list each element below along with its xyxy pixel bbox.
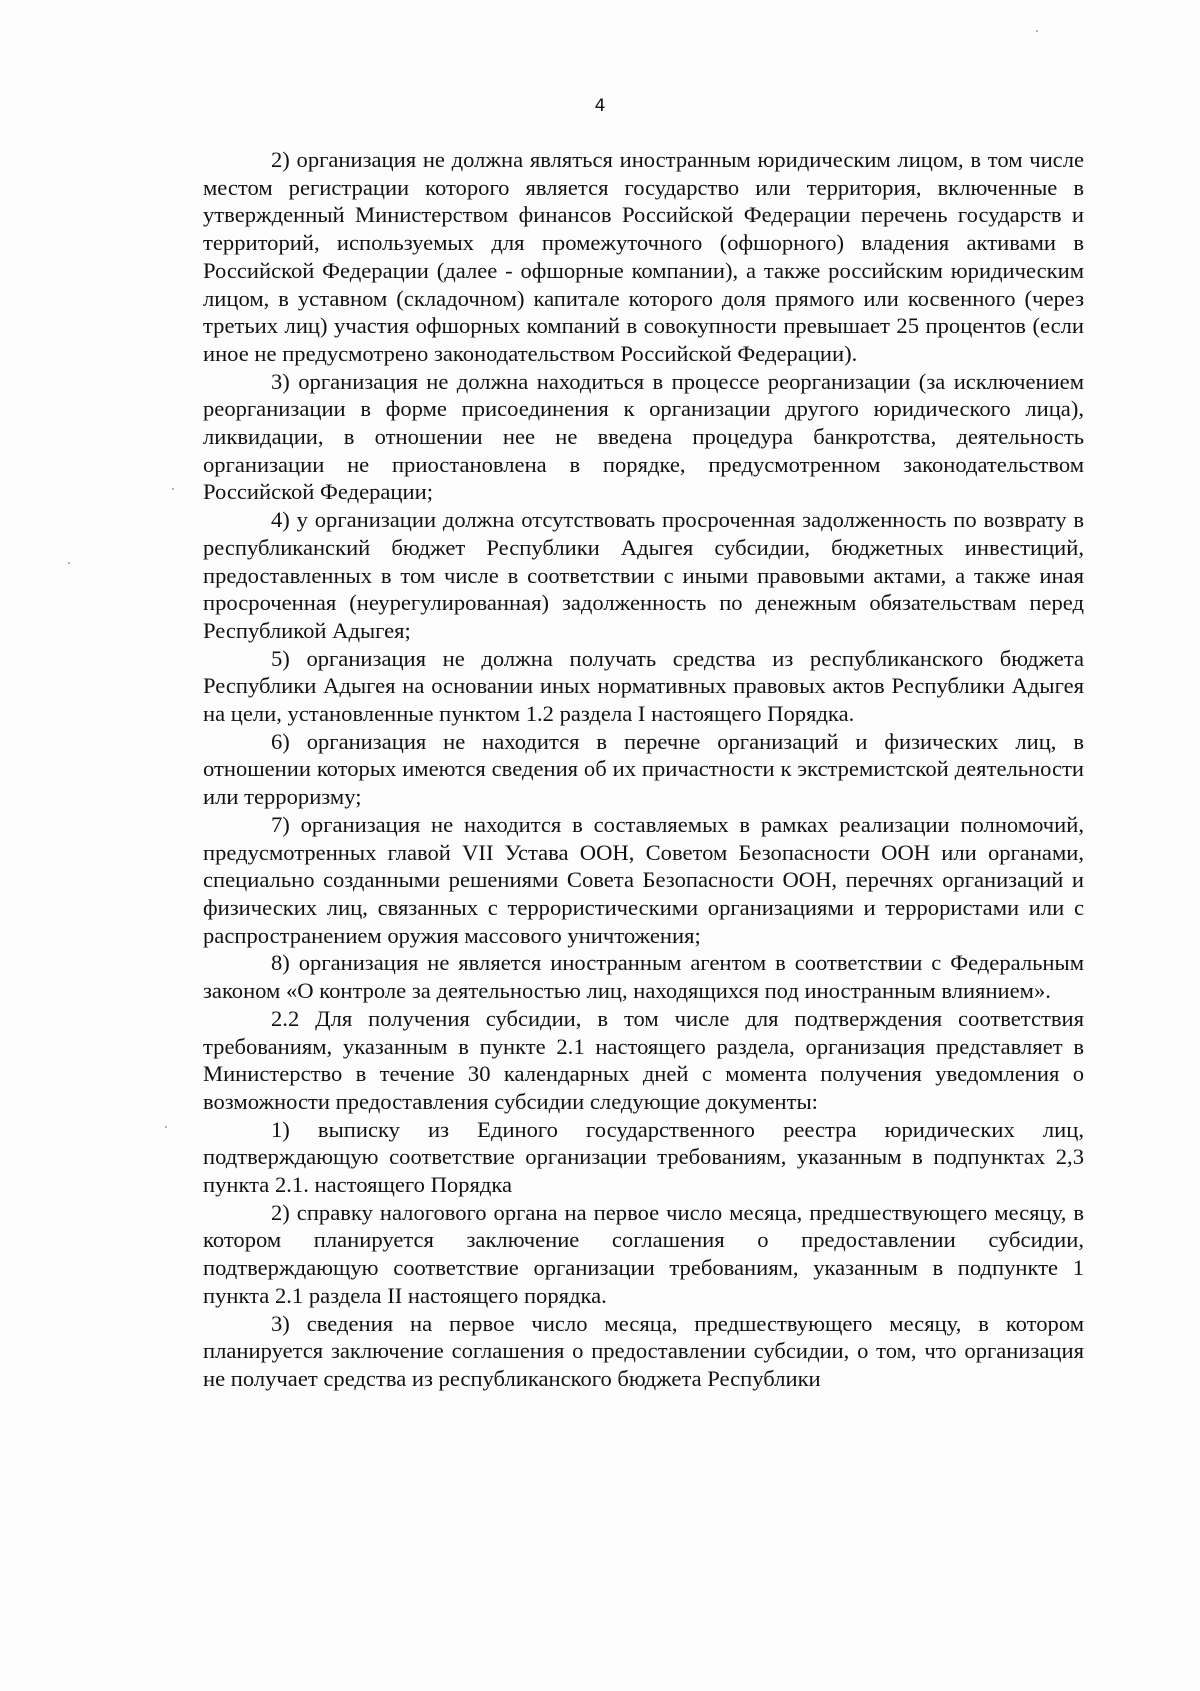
paragraph-2-2-item-1: 1) выписку из Единого государственного реестра юридических лиц, подтверждающую соответствие организации требованиям, указанным в подпунктах 2,3 пункта 2.1. настоящего Порядка: [203, 1116, 1084, 1198]
page-number: 4: [594, 96, 606, 116]
scan-speck: [1036, 30, 1038, 32]
paragraph-2-2-item-2: 2) справку налогового органа на первое число месяца, предшествующего месяцу, в котором планируется заключение соглашения о предоставлении субсидии, подтверждающую соответствие организации требованиям, указанным в подпункте 1 пункта 2.1 раздела II настоящего порядка.: [203, 1199, 1084, 1308]
paragraph-2-1-item-8: 8) организация не является иностранным агентом в соответствии с Федеральным законом «О контроле за деятельностью лиц, находящихся под иностранным влиянием».: [203, 950, 1084, 1004]
paragraph-2-1-item-5: 5) организация не должна получать средства из республиканского бюджета Республики Адыгея на основании иных нормативных правовых актов Республики Адыгея на цели, установленные пунктом 1.2 раздела I настоящего Порядка.: [203, 645, 1084, 727]
paragraph-2-1-item-6: 6) организация не находится в перечне организаций и физических лиц, в отношении которых имеются сведения об их причастности к экстремистской деятельности или терроризму;: [203, 728, 1084, 810]
scan-speck: [172, 488, 174, 490]
paragraph-2-1-item-7: 7) организация не находится в составляемых в рамках реализации полномочий, предусмотренных главой VII Устава ООН, Советом Безопасности ООН или органами, специально созданными решениями Совета Безопасности ООН, перечнях организаций и физических лиц, связанных с террористическими организациями и террористами или с распространением оружия массового уничтожения;: [203, 811, 1084, 948]
paragraph-2-1-item-4: 4) у организации должна отсутствовать просроченная задолженность по возврату в республиканский бюджет Республики Адыгея субсидии, бюджетных инвестиций, предоставленных в том числе в соответствии с иными правовыми актами, а также иная просроченная (неурегулированная) задолженность по денежным обязательствам перед Республикой Адыгея;: [203, 507, 1084, 643]
paragraph-2-2-item-3: 3) сведения на первое число месяца, предшествующего месяцу, в котором планируется заключение соглашения о предоставлении субсидии, о том, что организация не получает средства из республиканского бюджета Республики: [203, 1310, 1084, 1391]
document-body: [203, 146, 1084, 1393]
paragraph-2-1-item-2: 2) организация не должна являться иностранным юридическим лицом, в том числе местом регистрации которого является государство или территория, включенные в утвержденный Министерством финансов Российской Федерации перечень государств и территорий, используемых для промежуточного (офшорного) владения активами в Российской Федерации (далее - офшорные компании), а также российским юридическим лицом, в уставном (складочном) капитале которого доля прямого или косвенного (через третьих лиц) участия офшорных компаний в совокупности превышает 25 процентов (если иное не предусмотрено законодательством Российской Федерации).: [203, 147, 1084, 366]
scan-speck: [68, 562, 70, 564]
paragraph-2-1-item-3: 3) организация не должна находиться в процессе реорганизации (за исключением реорганизации в форме присоединения к организации другого юридического лица), ликвидации, в отношении нее не введена процедура банкротства, деятельность организации не приостановлена в порядке, предусмотренном законодательством Российской Федерации;: [203, 368, 1084, 505]
scan-speck: [165, 1126, 167, 1128]
paragraph-2-2: 2.2 Для получения субсидии, в том числе для подтверждения соответствия требованиям, указанным в пункте 2.1 настоящего раздела, организация представляет в Министерство в течение 30 календарных дней с момента получения уведомления о возможности предоставления субсидии следующие документы:: [203, 1005, 1084, 1114]
